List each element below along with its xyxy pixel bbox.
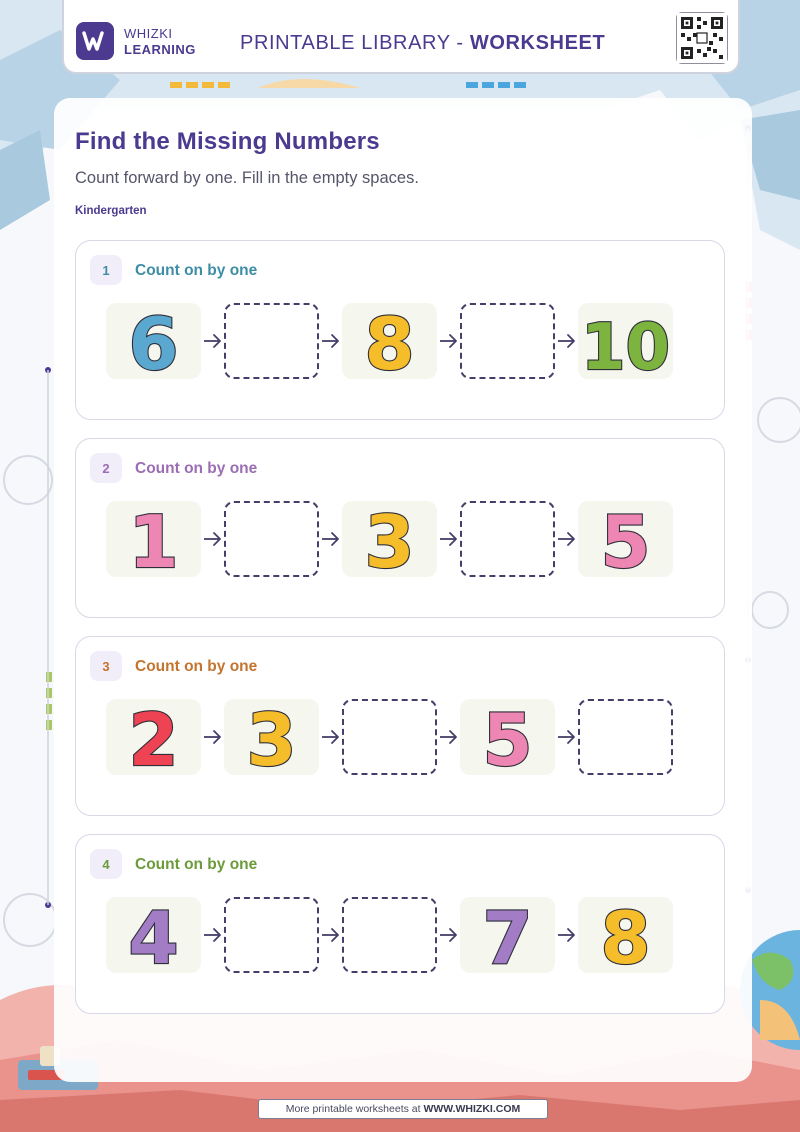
number-tile <box>578 501 673 577</box>
number-tile <box>106 303 201 379</box>
number-tile <box>578 303 673 379</box>
question-number: 3 <box>90 651 122 681</box>
whizki-logo[interactable] <box>76 22 114 60</box>
number-value: 2 <box>128 699 179 775</box>
number-tile <box>342 303 437 379</box>
footer-banner <box>258 1099 548 1119</box>
answer-blank[interactable] <box>224 303 319 379</box>
arrow-right-icon <box>202 727 224 747</box>
answer-blank[interactable] <box>224 897 319 973</box>
arrow-right-icon <box>320 727 342 747</box>
question-label: Count on by one <box>135 262 258 279</box>
number-tile <box>342 501 437 577</box>
arrow-right-icon <box>202 331 224 351</box>
number-tile <box>224 699 319 775</box>
arrow-right-icon <box>202 529 224 549</box>
footer-link[interactable]: WWW.WHIZKI.COM <box>423 1103 521 1115</box>
arrow-right-icon <box>556 331 578 351</box>
number-tile <box>460 699 555 775</box>
footer-text: More printable worksheets at <box>285 1103 424 1115</box>
answer-blank[interactable] <box>460 303 555 379</box>
answer-blank[interactable] <box>224 501 319 577</box>
answer-blank[interactable] <box>578 699 673 775</box>
question-label: Count on by one <box>135 658 258 675</box>
number-tile <box>106 897 201 973</box>
number-value: 3 <box>246 699 297 775</box>
number-value: 10 <box>580 311 671 379</box>
number-value: 5 <box>600 501 651 577</box>
question-card-1 <box>75 240 725 420</box>
arrow-right-icon <box>320 331 342 351</box>
arrow-right-icon <box>438 727 460 747</box>
qr-code[interactable] <box>676 12 728 64</box>
number-tile <box>460 897 555 973</box>
question-number: 1 <box>90 255 122 285</box>
w-logo-icon <box>82 30 108 52</box>
number-value: 8 <box>364 303 415 379</box>
number-tile <box>106 699 201 775</box>
arrow-right-icon <box>556 529 578 549</box>
worksheet-title: Find the Missing Numbers <box>75 128 380 155</box>
number-value: 5 <box>482 699 533 775</box>
question-number: 4 <box>90 849 122 879</box>
answer-blank[interactable] <box>342 897 437 973</box>
number-tile <box>106 501 201 577</box>
number-value: 7 <box>482 897 533 973</box>
arrow-right-icon <box>320 925 342 945</box>
answer-blank[interactable] <box>342 699 437 775</box>
number-value: 1 <box>128 501 179 577</box>
brand-name-line2: LEARNING <box>124 42 196 57</box>
number-sequence <box>106 501 686 581</box>
header-bar <box>62 0 740 74</box>
question-number: 2 <box>90 453 122 483</box>
arrow-right-icon <box>202 925 224 945</box>
brand-name-line1: WHIZKI <box>124 26 173 41</box>
number-sequence <box>106 303 686 383</box>
question-label: Count on by one <box>135 460 258 477</box>
number-sequence <box>106 699 686 779</box>
number-value: 6 <box>128 303 179 379</box>
number-value: 3 <box>364 501 415 577</box>
arrow-right-icon <box>556 925 578 945</box>
arrow-right-icon <box>556 727 578 747</box>
number-value: 4 <box>128 897 179 973</box>
arrow-right-icon <box>438 331 460 351</box>
question-card-3 <box>75 636 725 816</box>
question-card-2 <box>75 438 725 618</box>
arrow-right-icon <box>438 925 460 945</box>
number-sequence <box>106 897 686 977</box>
number-tile <box>578 897 673 973</box>
arrow-right-icon <box>438 529 460 549</box>
question-card-4 <box>75 834 725 1014</box>
number-value: 8 <box>600 897 651 973</box>
library-title-prefix: PRINTABLE LIBRARY - <box>240 32 470 54</box>
grade-level: Kindergarten <box>75 205 147 217</box>
library-title-bold: WORKSHEET <box>469 32 606 54</box>
library-title <box>240 32 605 55</box>
question-label: Count on by one <box>135 856 258 873</box>
arrow-right-icon <box>320 529 342 549</box>
worksheet-instructions: Count forward by one. Fill in the empty spaces. <box>75 169 419 187</box>
answer-blank[interactable] <box>460 501 555 577</box>
qr-code-icon <box>677 13 727 63</box>
